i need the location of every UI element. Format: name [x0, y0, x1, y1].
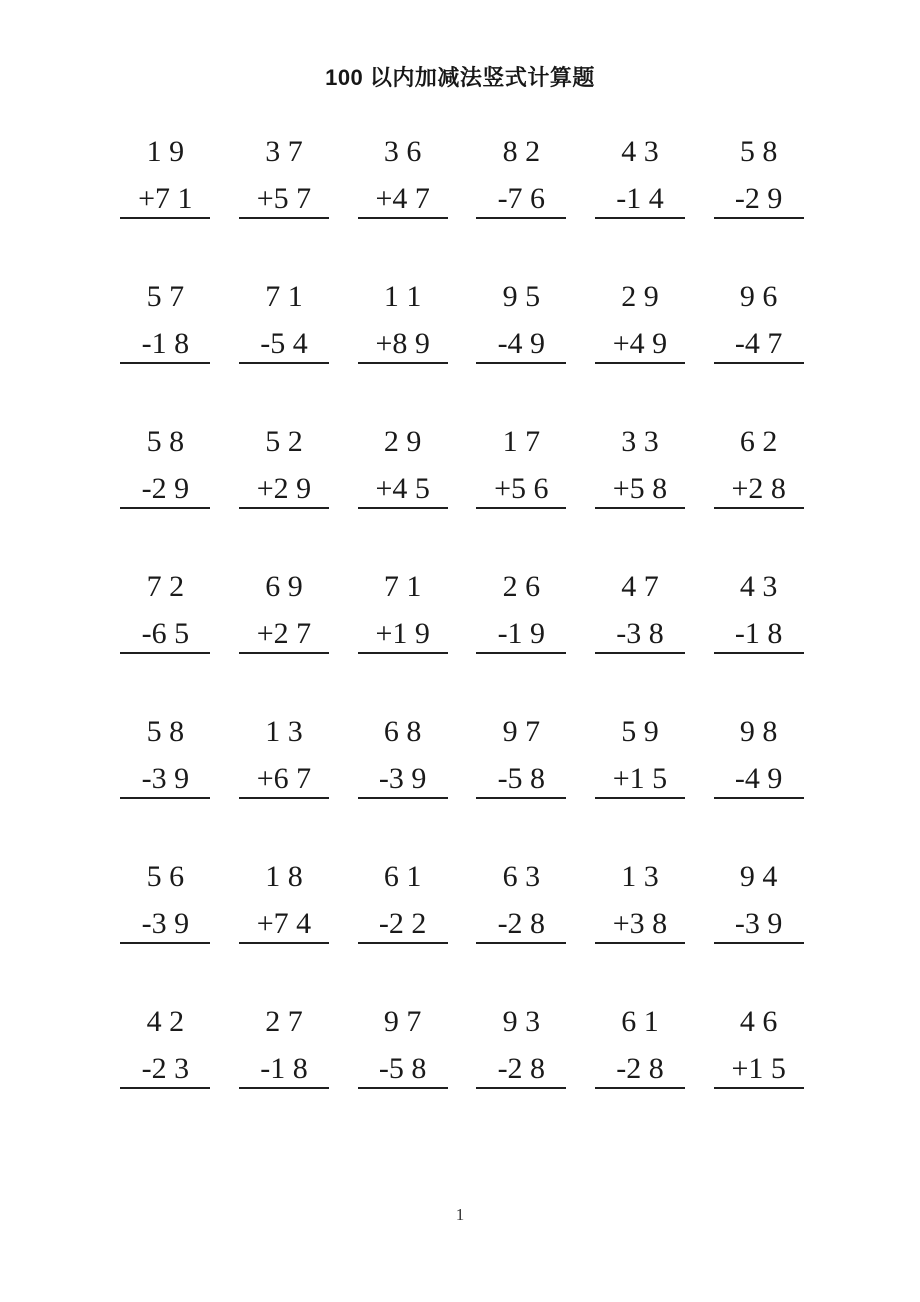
problem-6-5	[581, 861, 700, 944]
problem-3-6	[699, 426, 818, 509]
problem-1-4	[462, 136, 581, 219]
page-title: 100 以内加减法竖式计算题	[325, 65, 595, 90]
problem-2-2	[225, 281, 344, 364]
problem-2-5	[581, 281, 700, 364]
problem-7-5	[581, 1006, 700, 1089]
problem-answer-line	[595, 908, 685, 944]
problem-top-number: 5 6	[146, 860, 185, 893]
problem-6-4	[462, 861, 581, 944]
problem-answer-line	[358, 1053, 448, 1089]
problem-2-6	[699, 281, 818, 364]
problem-3-1	[106, 426, 225, 509]
problem-2-1	[106, 281, 225, 364]
problem-bottom-number: +3 8	[612, 907, 668, 940]
problem-bottom-number: -1 8	[260, 1052, 308, 1085]
problem-bottom-number: +2 8	[731, 472, 786, 505]
problem-3-5	[581, 426, 700, 509]
problem-top-number: 1 8	[265, 860, 303, 893]
problem-top-number: 9 5	[502, 280, 541, 313]
problem-5-3	[343, 716, 462, 799]
problem-1-3	[343, 136, 462, 219]
problem-answer-line	[595, 1053, 685, 1089]
problem-answer-line	[239, 908, 329, 944]
problem-top-number: 4 3	[739, 570, 778, 603]
problem-bottom-number: -5 8	[497, 762, 546, 795]
problem-answer-line	[714, 618, 804, 654]
problem-top-number: 9 7	[502, 715, 541, 748]
problem-row-3	[106, 426, 818, 509]
problem-bottom-number: +1 9	[375, 617, 430, 650]
problem-bottom-number: -2 9	[734, 182, 783, 215]
problem-bottom-number: -3 8	[616, 617, 664, 650]
problem-bottom-number: -1 8	[141, 327, 190, 360]
problem-bottom-number: +8 9	[375, 327, 430, 360]
problem-row-2	[106, 281, 818, 364]
problem-top-number: 5 2	[265, 425, 303, 458]
problem-bottom-number: +6 7	[256, 762, 312, 795]
problem-answer-line	[476, 618, 566, 654]
problem-7-6	[699, 1006, 818, 1089]
problem-2-4	[462, 281, 581, 364]
problem-answer-line	[476, 763, 566, 799]
problem-5-6	[699, 716, 818, 799]
problem-row-5	[106, 716, 818, 799]
problem-answer-line	[120, 763, 210, 799]
problem-top-number: 5 9	[621, 715, 659, 748]
problem-answer-line	[595, 183, 685, 219]
problem-top-number: 7 1	[383, 570, 422, 603]
problem-row-7	[106, 1006, 818, 1089]
problem-1-1	[106, 136, 225, 219]
problem-answer-line	[239, 618, 329, 654]
problem-bottom-number: +7 4	[256, 907, 312, 940]
problem-answer-line	[120, 183, 210, 219]
problem-top-number: 2 9	[383, 425, 422, 458]
problem-top-number: 9 6	[739, 280, 778, 313]
problem-4-5	[581, 571, 700, 654]
problem-3-3	[343, 426, 462, 509]
problem-top-number: 9 4	[739, 860, 778, 893]
problem-answer-line	[476, 328, 566, 364]
problem-answer-line	[120, 1053, 210, 1089]
problem-bottom-number: -3 9	[141, 762, 190, 795]
problem-4-4	[462, 571, 581, 654]
problem-top-number: 7 2	[146, 570, 185, 603]
problem-5-1	[106, 716, 225, 799]
problem-top-number: 9 7	[383, 1005, 422, 1038]
problem-answer-line	[239, 183, 329, 219]
problem-bottom-number: +2 7	[256, 617, 312, 650]
problem-bottom-number: +7 1	[138, 182, 193, 215]
problem-answer-line	[239, 473, 329, 509]
problem-answer-line	[120, 908, 210, 944]
problem-answer-line	[714, 1053, 804, 1089]
problem-answer-line	[358, 328, 448, 364]
problem-top-number: 2 9	[621, 280, 659, 313]
problem-4-2	[225, 571, 344, 654]
problem-answer-line	[595, 618, 685, 654]
problem-top-number: 9 8	[739, 715, 778, 748]
problem-top-number: 4 3	[621, 135, 659, 168]
problem-answer-line	[120, 473, 210, 509]
problem-answer-line	[358, 183, 448, 219]
problem-5-4	[462, 716, 581, 799]
problem-top-number: 8 2	[502, 135, 541, 168]
problem-answer-line	[714, 328, 804, 364]
problem-bottom-number: +5 8	[612, 472, 668, 505]
problem-6-2	[225, 861, 344, 944]
problem-answer-line	[595, 763, 685, 799]
problem-answer-line	[714, 183, 804, 219]
problem-answer-line	[714, 473, 804, 509]
problem-5-2	[225, 716, 344, 799]
problem-7-4	[462, 1006, 581, 1089]
problem-bottom-number: -2 8	[616, 1052, 664, 1085]
problem-bottom-number: -7 6	[497, 182, 546, 215]
problem-4-6	[699, 571, 818, 654]
problem-bottom-number: +5 6	[494, 472, 549, 505]
problem-top-number: 1 7	[502, 425, 541, 458]
problem-answer-line	[714, 908, 804, 944]
problem-bottom-number: -3 9	[734, 907, 783, 940]
problem-top-number: 5 8	[739, 135, 778, 168]
problem-bottom-number: +1 5	[612, 762, 668, 795]
problem-answer-line	[239, 763, 329, 799]
problem-answer-line	[120, 328, 210, 364]
problem-answer-line	[358, 473, 448, 509]
problem-answer-line	[358, 763, 448, 799]
problem-2-3	[343, 281, 462, 364]
problem-bottom-number: -3 9	[141, 907, 190, 940]
problem-top-number: 1 3	[621, 860, 659, 893]
problem-answer-line	[595, 473, 685, 509]
problem-row-6	[106, 861, 818, 944]
problem-answer-line	[476, 1053, 566, 1089]
problem-6-3	[343, 861, 462, 944]
problem-row-4	[106, 571, 818, 654]
problem-bottom-number: +2 9	[256, 472, 312, 505]
problem-top-number: 5 8	[146, 425, 185, 458]
problem-answer-line	[714, 763, 804, 799]
problem-bottom-number: +4 9	[612, 327, 668, 360]
problem-bottom-number: -6 5	[141, 617, 190, 650]
problem-5-5	[581, 716, 700, 799]
problem-top-number: 2 6	[502, 570, 541, 603]
problem-bottom-number: +5 7	[256, 182, 312, 215]
problem-bottom-number: -1 9	[497, 617, 546, 650]
problem-bottom-number: -4 7	[734, 327, 783, 360]
problem-top-number: 4 6	[739, 1005, 778, 1038]
problem-bottom-number: -2 8	[497, 907, 546, 940]
problem-answer-line	[476, 183, 566, 219]
problem-1-6	[699, 136, 818, 219]
problem-4-1	[106, 571, 225, 654]
problem-bottom-number: -2 2	[378, 907, 427, 940]
problem-bottom-number: +1 5	[731, 1052, 786, 1085]
problem-3-4	[462, 426, 581, 509]
problem-top-number: 6 3	[502, 860, 541, 893]
problem-top-number: 6 9	[265, 570, 303, 603]
problem-6-6	[699, 861, 818, 944]
problem-7-1	[106, 1006, 225, 1089]
problem-answer-line	[476, 908, 566, 944]
problem-top-number: 4 7	[621, 570, 659, 603]
page-number: 1	[455, 1205, 465, 1224]
problem-top-number: 6 1	[383, 860, 422, 893]
problem-top-number: 1 3	[265, 715, 303, 748]
problem-top-number: 5 7	[146, 280, 185, 313]
problem-7-2	[225, 1006, 344, 1089]
problem-bottom-number: -2 9	[141, 472, 190, 505]
problem-7-3	[343, 1006, 462, 1089]
problem-top-number: 9 3	[502, 1005, 541, 1038]
problem-bottom-number: -2 3	[141, 1052, 190, 1085]
problem-4-3	[343, 571, 462, 654]
problem-top-number: 3 7	[265, 135, 303, 168]
problem-bottom-number: -4 9	[734, 762, 783, 795]
problem-top-number: 5 8	[146, 715, 185, 748]
problem-answer-line	[358, 618, 448, 654]
problem-answer-line	[358, 908, 448, 944]
problem-bottom-number: -2 8	[497, 1052, 546, 1085]
problem-top-number: 1 1	[383, 280, 422, 313]
problem-answer-line	[120, 618, 210, 654]
problem-bottom-number: -1 8	[734, 617, 783, 650]
problem-top-number: 7 1	[265, 280, 303, 313]
problem-top-number: 3 6	[383, 135, 422, 168]
problem-top-number: 6 1	[621, 1005, 659, 1038]
problem-answer-line	[239, 328, 329, 364]
problem-bottom-number: -1 4	[616, 182, 664, 215]
problem-bottom-number: -3 9	[378, 762, 427, 795]
problem-6-1	[106, 861, 225, 944]
problem-top-number: 4 2	[146, 1005, 185, 1038]
problem-top-number: 2 7	[265, 1005, 303, 1038]
problem-top-number: 3 3	[621, 425, 659, 458]
problem-answer-line	[595, 328, 685, 364]
problem-top-number: 1 9	[146, 135, 185, 168]
problem-bottom-number: -5 4	[260, 327, 308, 360]
problem-3-2	[225, 426, 344, 509]
problem-bottom-number: -5 8	[378, 1052, 427, 1085]
problem-row-1	[106, 136, 818, 219]
problem-1-2	[225, 136, 344, 219]
problem-bottom-number: +4 5	[375, 472, 430, 505]
problem-top-number: 6 2	[739, 425, 778, 458]
problem-answer-line	[239, 1053, 329, 1089]
problem-bottom-number: -4 9	[497, 327, 546, 360]
problem-answer-line	[476, 473, 566, 509]
problem-bottom-number: +4 7	[375, 182, 430, 215]
problem-1-5	[581, 136, 700, 219]
problem-top-number: 6 8	[383, 715, 422, 748]
